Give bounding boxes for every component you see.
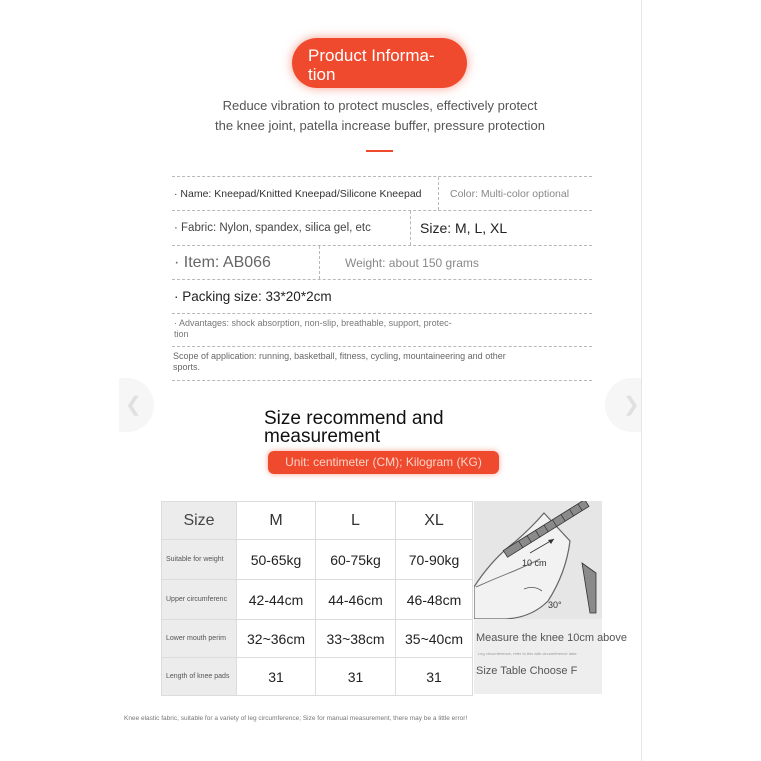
table-header-cell: M	[237, 502, 316, 540]
table-header-row	[162, 502, 473, 540]
size-section-title	[264, 410, 524, 446]
size-table	[161, 501, 473, 696]
spec-size: Size: M, L, XL	[420, 220, 508, 236]
chevron-left-icon: ❮	[125, 394, 142, 416]
spec-divider	[319, 246, 320, 279]
intro-line-2: the knee joint, patella increase buffer, pressure protection	[214, 118, 546, 133]
size-title-line-2: measurement	[264, 426, 381, 447]
accent-divider	[366, 150, 393, 152]
angle-label: 30°	[548, 600, 562, 610]
footer-note: Knee elastic fabric, suitable for a variety of leg circumference; Size for manual measurement, there may be a little error!	[124, 715, 468, 722]
table-cell: 35~40cm	[396, 620, 473, 658]
measure-subnote: Leg circumference, refer to this with circumference data	[478, 651, 577, 656]
measurement-note-box	[474, 619, 602, 694]
table-cell: 32~36cm	[237, 620, 316, 658]
spec-packing: · Packing size: 33*20*2cm	[174, 289, 332, 304]
spec-advantages-line-2: tion	[174, 329, 189, 339]
section-title-pill	[292, 38, 467, 88]
table-cell: 33~38cm	[316, 620, 396, 658]
table-cell: 44-46cm	[316, 580, 396, 620]
spec-advantages-line-1: · Advantages: shock absorption, non-slip, breathable, support, protec-	[174, 318, 452, 328]
row-label: Lower mouth perim	[162, 620, 237, 658]
spec-name: · Name: Kneepad/Knitted Kneepad/Silicone Kneepad	[174, 187, 422, 200]
row-label: Suitable for weight	[162, 540, 237, 580]
spec-row-item	[172, 246, 592, 280]
knee-measurement-diagram	[474, 501, 602, 619]
spec-row-advantages	[172, 314, 592, 347]
measure-note: Measure the knee 10cm above	[476, 632, 628, 644]
row-label: Upper circumferenc	[162, 580, 237, 620]
spec-divider	[438, 177, 439, 210]
spec-divider	[410, 211, 411, 245]
spec-scope-line-2: sports.	[173, 362, 201, 372]
intro-line-1: Reduce vibration to protect muscles, effectively protect	[222, 98, 538, 113]
size-choose-note: Size Table Choose F	[476, 665, 578, 677]
table-row	[162, 580, 473, 620]
table-row	[162, 658, 473, 696]
spec-row-packing	[172, 280, 592, 314]
spec-color: Color: Multi-color optional	[450, 187, 570, 200]
spec-item: · Item: AB066	[174, 253, 271, 271]
row-label: Length of knee pads	[162, 658, 237, 696]
table-header-cell: L	[316, 502, 396, 540]
table-row	[162, 620, 473, 658]
table-cell: 60-75kg	[316, 540, 396, 580]
spec-scope	[173, 351, 506, 373]
spec-scope-line-1: Scope of application: running, basketball, fitness, cycling, mountaineering and other	[173, 351, 506, 361]
intro-text	[170, 96, 590, 136]
chevron-right-icon: ❯	[623, 394, 640, 416]
size-title-line-1: Size recommend and	[264, 408, 444, 429]
knee-diagram-svg	[474, 501, 602, 619]
table-cell: 42-44cm	[237, 580, 316, 620]
spec-fabric: · Fabric: Nylon, spandex, silica gel, etc	[174, 222, 371, 234]
unit-badge: Unit: centimeter (CM); Kilogram (KG)	[268, 451, 499, 474]
distance-label: 10 cm	[522, 558, 547, 568]
spec-row-scope	[172, 347, 592, 381]
table-cell: 31	[237, 658, 316, 696]
section-title: Product Informa-tion	[308, 46, 435, 84]
table-cell: 31	[316, 658, 396, 696]
page-edge-rule	[641, 0, 642, 761]
table-cell: 70-90kg	[396, 540, 473, 580]
spec-advantages	[174, 318, 452, 340]
table-cell: 50-65kg	[237, 540, 316, 580]
spec-weight: Weight: about 150 grams	[345, 255, 479, 270]
table-header-cell: XL	[396, 502, 473, 540]
spec-row-name	[172, 177, 592, 211]
table-header-cell: Size	[162, 502, 237, 540]
table-cell: 46-48cm	[396, 580, 473, 620]
table-row	[162, 540, 473, 580]
table-cell: 31	[396, 658, 473, 696]
spec-row-fabric	[172, 211, 592, 246]
